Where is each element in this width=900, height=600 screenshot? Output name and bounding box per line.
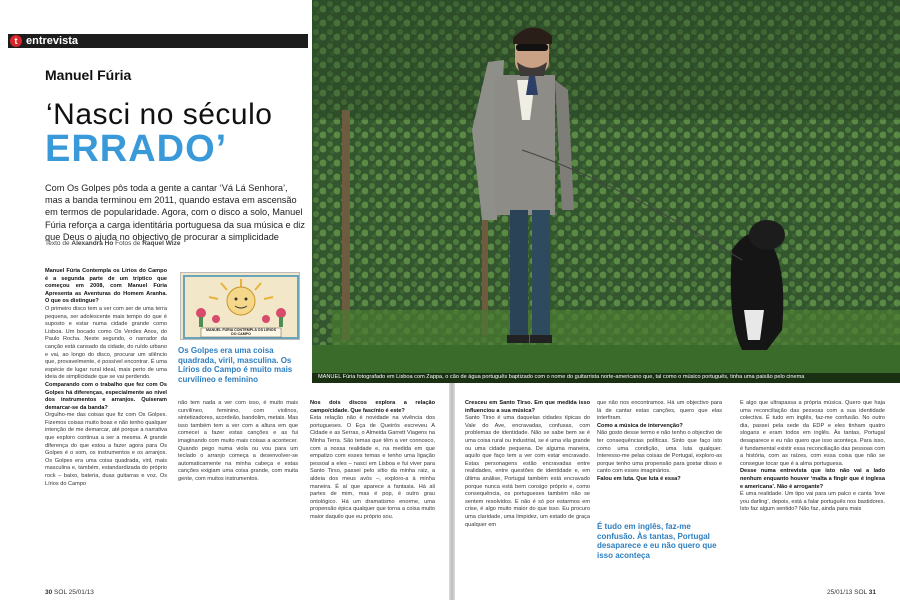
headline-line-2: ERRADO’ (45, 128, 228, 170)
pull-quote-2: É tudo em inglês, faz-me confusão. Às tantas, Portugal desaparece e eu não quero que isso aconteça (597, 522, 717, 560)
album-cover-image (180, 272, 300, 340)
question: Manuel Fúria Contempla os Lírios do Campo é a segunda parte de um tríptico que começou em 2008, com Manuel Fúria Apresenta as Aventuras do Homem Aranha. O que os distingue? (45, 268, 167, 305)
section-label: entrevista (26, 35, 78, 47)
answer: É uma realidade. Um tipo vai para um palco e canta ‘love you darling’, depois, está a falar português nos bastidores. Isto faz algum sentido? Não faz, ainda para mais (740, 491, 885, 513)
question: Desse numa entrevista que isto não vai a lado nenhum enquanto houver ‘malta a fingir que é inglesa e americana’. Não é arrogante? (740, 468, 885, 490)
article-column-4 (465, 400, 590, 588)
answer: não tem nada a ver com isso, é muito mais curvilíneo, feminino, com violinos, sintetizadores, acordeão, bandolim, metais. Mas isso também tem a ver com a altura em que comecei a fazer estas canções e as fui imaginando com muito mais coisas a acontecer. Quando pego numa viola ou vou para um teclado o arranjo começa a desenvolver-se automaticamente na minha cabeça e estas canções exigiam uma coisa grande, com muita gente, com muitos instrumentos. (178, 400, 298, 482)
headline-line-1: ‘Nasci no século (46, 98, 273, 131)
answer: Santo Tirso é uma daquelas cidades típicas do Vale do Ave, encravadas, confusas, com problemas de identidade. Não se sabe bem se é uma coisa rural ou industrial, se é uma vila grande ou uma cidade pequena. De alguma maneira, aquilo que faço tem a ver com estar encravado. Estas personagens estão encravadas entre realidades, entre questões de identidade e, em última análise, Portugal também está encravado porque nunca está bem consigo próprio e, como consequência, os portugueses também não se sentem resolvidos. E não é só por estarmos em crise, é algo muito maior do que isso. Eu procuro uma claridade, uma limpidez, um estado de graça qualquer em (465, 415, 590, 528)
question: Cresceu em Santo Tirso. Em que medida isso influenciou a sua música? (465, 400, 590, 414)
answer: O primeiro disco tem a ver com ser de uma terra pequena, ser adolescente mais tempo do que é suposto e estar numa cidade grande como Lisboa. Um bocado como Os Verdes Anos, do Paulo Rocha. Neste segundo, o narrador da canção está cansado da cidade, do ruído urbano e vai, ao longo do disco, procurar um silêncio que, provavelmente, é possível encontrar. É uma espécie de lugar rural ideal, mais perto de uma ideia de simplicidade que se vai perdendo. (45, 305, 167, 381)
album-title: MANUEL FÚRIA CONTEMPLA OS LÍRIOS DO CAMPO (206, 328, 276, 337)
section-logo-icon: t (10, 35, 22, 47)
question: Falou em luta. Que luta é essa? (597, 475, 681, 482)
article-column-5 (597, 400, 722, 520)
answer: É algo que ultrapassa a própria música. Quero que haja uma reconciliação das pessoas com a sua identidade colectiva. É tudo em inglês, faz-me confusão. No outro dia, passei pela sede da EDP e eles tinham quatro slogans e eram todos em inglês. Às tantas, Portugal desaparece e eu não quero que isso aconteça. Para isso, é fundamental existir essa reconciliação das pessoas com a história, com as raízes, com essa coisa que não se consegue tocar que é a alma portuguesa. (740, 400, 885, 467)
article-column-2 (178, 400, 298, 588)
folio-left: 30 SOL 25/01/13 (45, 589, 94, 596)
section-bar (8, 34, 308, 48)
folio-right: 25/01/13 SOL 31 (827, 589, 876, 596)
article-column-3 (310, 400, 435, 588)
question: Comparando com o trabalho que fez com Os Golpes há diferenças, especialmente ao nível dos instrumentos e arranjos. Quiseram demarcar-se da banda? (45, 381, 167, 411)
question: Nos dois discos explora a relação campo/cidade. Que fascínio é este? (310, 400, 435, 414)
answer: Esta relação não é novidade na vivência dos portugueses. O Eça de Queirós escreveu A Cidade e as Serras, o Almeida Garrett Viagens na Minha Terra. São temas que têm a ver connosco, com a nossa realidade e, na medida em que empatizo com esses temas e tenho uma ligação pessoal a eles – nasci em Lisboa e fui viver para Santo Tirso, passei pelo sítio da minha raiz, a aldeia dos meus avós –, exploro-a à minha maneira. É aí que aparece a fantasia. Há ali partes de mim, mas é pop, é outro grau ontológico. Há um dramatismo enorme, uma propensão épica qualquer que torna a coisa muito maior daquilo que eu próprio sou. (310, 415, 435, 520)
answer: Orgulho-me das coisas que fiz com Os Golpes. Fizemos coisas muito boas e não tenho qualquer intenção de me demarcar, até porque a narrativa que exploro continua a ser a mesma. A grande diferença do que estou a fazer agora para Os Golpes é o som, os instrumentos e os arranjos. Os Golpes era uma coisa quadrada, viril, mais masculina e, também, estandardizada do próprio rock – baixo, bateria, duas guitarras e voz. Os Lírios do Campo (45, 412, 167, 487)
byline: Texto de Alexandra Ho Fotos de Raquel Wize (45, 240, 181, 247)
interviewee-name: Manuel Fúria (45, 67, 132, 83)
answer: que não nos encontramos. Há um objectivo para lá de cantar estas canções, quero que elas interfiram. (597, 400, 722, 422)
pull-quote-1: Os Golpes era uma coisa quadrada, viril, masculina. Os Lírios do Campo é muito mais curvilíneo e feminino (178, 346, 293, 384)
answer: Não gosto desse termo e não tenho o objectivo de ter consequências políticas. Sinto que faço isto como uma condição, uma luta qualquer. Interesso-me pelas coisas de Portugal, exploro-as porque tenho uma propensão para gostar disso e canto com esses imaginários. (597, 430, 722, 475)
lead-paragraph: Com Os Golpes pôs toda a gente a cantar ‘Vá Lá Senhora’, mas a banda terminou em 2011, quando estava em ascensão em termos de popularidade. Agora, com o disco a solo, Manuel Fúria reforça a carga identitária portuguesa da sua música e diz que Deus o ajuda no objectivo de procurar a simplicidade (45, 183, 305, 242)
right-page (455, 383, 900, 600)
question: Como a música de intervenção? (597, 422, 683, 429)
photo-caption: MANUEL Fúria fotografado em Lisboa com Zappa, o cão de água português baptizado com o nome do guitarrista norte-americano que, tal como o músico português, tinha uma paixão pelo cinema (318, 374, 805, 380)
photo-caption-bar (312, 373, 900, 383)
article-column-1 (45, 268, 167, 588)
portrait-photo (312, 0, 900, 383)
article-column-6 (740, 400, 885, 588)
